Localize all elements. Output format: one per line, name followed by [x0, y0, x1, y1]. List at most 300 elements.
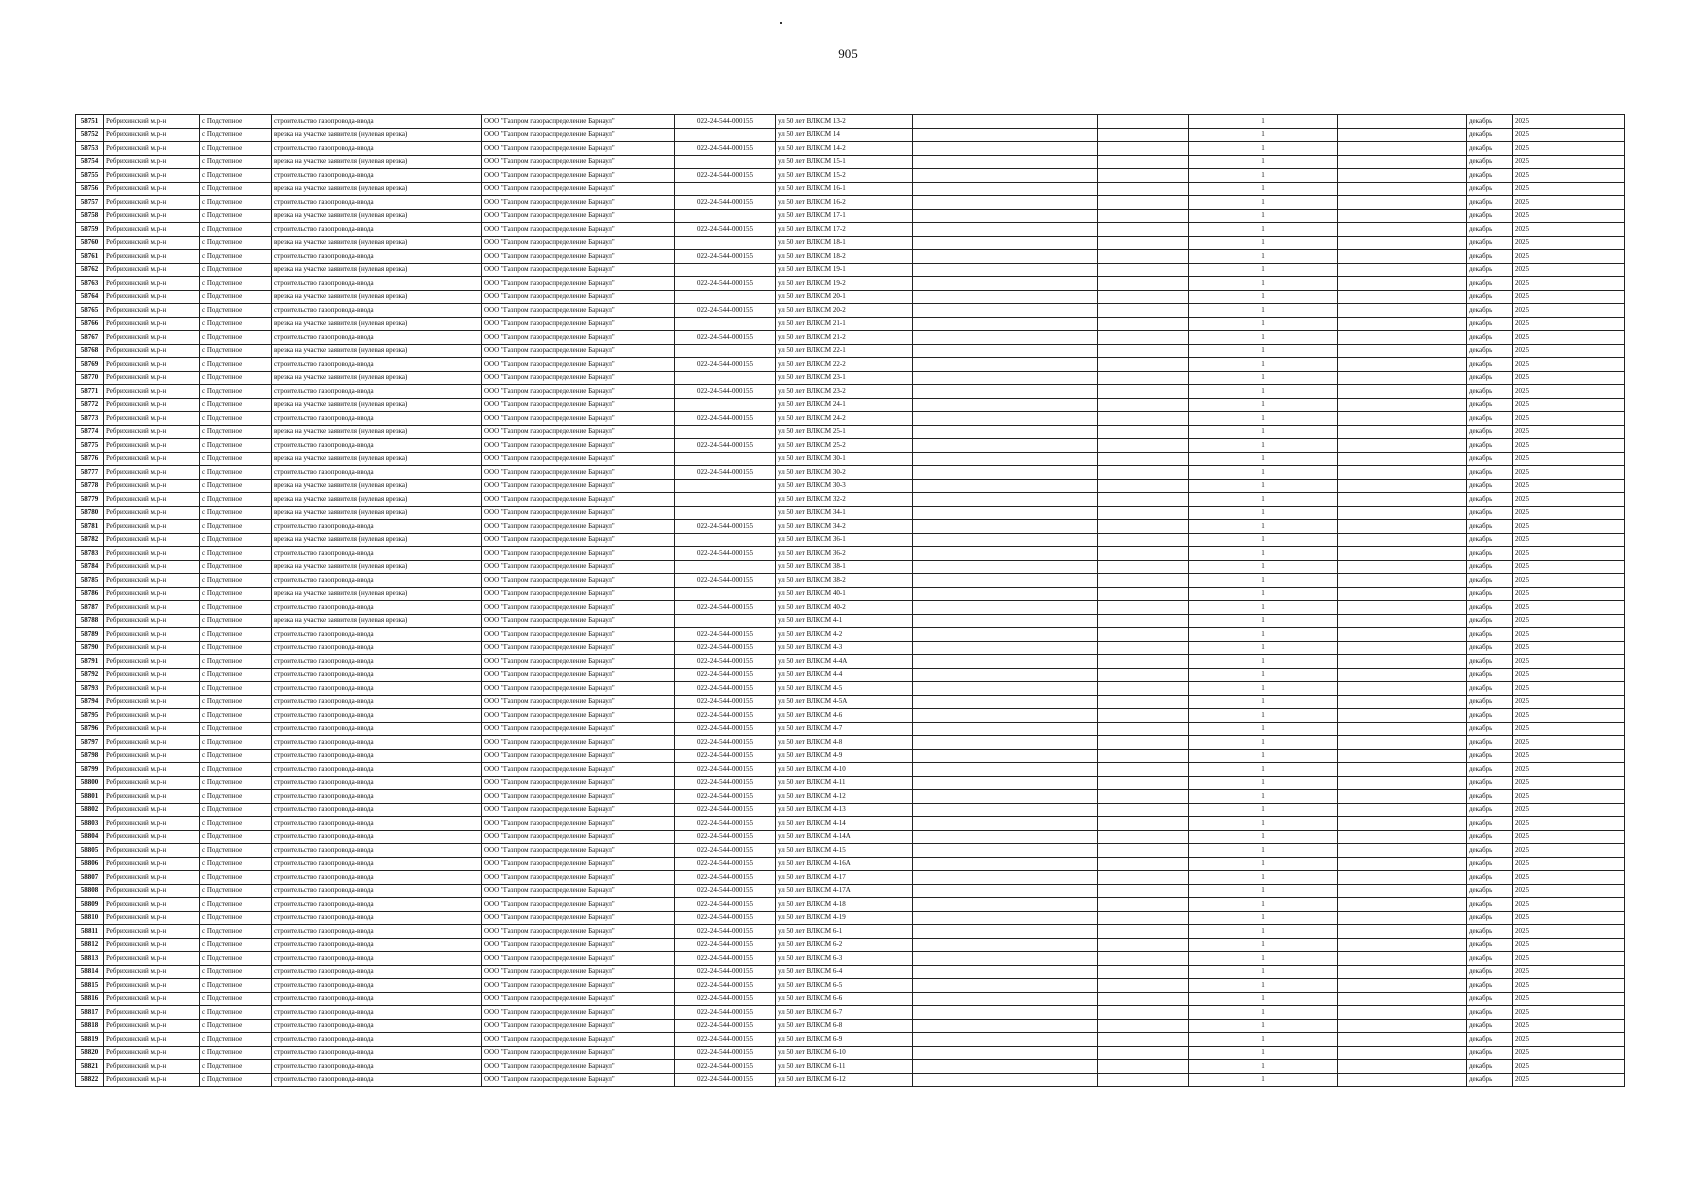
- record-number: 58816: [76, 992, 104, 1006]
- record-number: 58772: [76, 398, 104, 412]
- empty-cell: [913, 749, 1098, 763]
- quantity: 1: [1189, 493, 1338, 507]
- address: ул 50 лет ВЛКСМ 4-4: [776, 668, 913, 682]
- registry-number: 022-24-544-000155: [675, 749, 776, 763]
- work-type: строительство газопровода-ввода: [272, 277, 482, 291]
- table-row: [76, 709, 1625, 723]
- record-number: 58809: [76, 898, 104, 912]
- district: Ребрихинский м.р-н: [104, 317, 200, 331]
- registry-number: [675, 398, 776, 412]
- table-row: [76, 169, 1625, 183]
- work-type: строительство газопровода-ввода: [272, 844, 482, 858]
- empty-cell: [1338, 763, 1467, 777]
- quantity: 1: [1189, 263, 1338, 277]
- empty-cell: [913, 601, 1098, 615]
- district: Ребрихинский м.р-н: [104, 250, 200, 264]
- quantity: 1: [1189, 641, 1338, 655]
- year: 2025: [1513, 263, 1625, 277]
- year: 2025: [1513, 844, 1625, 858]
- registry-number: 022-24-544-000155: [675, 1033, 776, 1047]
- organization: ООО "Газпром газораспределение Барнаул": [482, 911, 675, 925]
- organization: ООО "Газпром газораспределение Барнаул": [482, 655, 675, 669]
- record-number: 58764: [76, 290, 104, 304]
- empty-cell: [1098, 263, 1189, 277]
- month: декабрь: [1467, 641, 1513, 655]
- registry-number: 022-24-544-000155: [675, 574, 776, 588]
- empty-cell: [1338, 520, 1467, 534]
- address: ул 50 лет ВЛКСМ 20-1: [776, 290, 913, 304]
- empty-cell: [1098, 776, 1189, 790]
- registry-number: 022-24-544-000155: [675, 925, 776, 939]
- settlement: с Подстепное: [200, 331, 272, 345]
- address: ул 50 лет ВЛКСМ 25-1: [776, 425, 913, 439]
- address: ул 50 лет ВЛКСМ 4-5А: [776, 695, 913, 709]
- month: декабрь: [1467, 115, 1513, 129]
- empty-cell: [913, 115, 1098, 129]
- month: декабрь: [1467, 992, 1513, 1006]
- month: декабрь: [1467, 412, 1513, 426]
- settlement: с Подстепное: [200, 182, 272, 196]
- table-row: [76, 304, 1625, 318]
- record-number: 58795: [76, 709, 104, 723]
- settlement: с Подстепное: [200, 965, 272, 979]
- quantity: 1: [1189, 803, 1338, 817]
- organization: ООО "Газпром газораспределение Барнаул": [482, 169, 675, 183]
- empty-cell: [1098, 533, 1189, 547]
- address: ул 50 лет ВЛКСМ 17-2: [776, 223, 913, 237]
- record-number: 58797: [76, 736, 104, 750]
- quantity: 1: [1189, 884, 1338, 898]
- month: декабрь: [1467, 844, 1513, 858]
- district: Ребрихинский м.р-н: [104, 655, 200, 669]
- month: декабрь: [1467, 398, 1513, 412]
- quantity: 1: [1189, 385, 1338, 399]
- empty-cell: [1098, 1060, 1189, 1074]
- empty-cell: [1098, 169, 1189, 183]
- organization: ООО "Газпром газораспределение Барнаул": [482, 601, 675, 615]
- year: 2025: [1513, 1046, 1625, 1060]
- work-type: строительство газопровода-ввода: [272, 1033, 482, 1047]
- district: Ребрихинский м.р-н: [104, 601, 200, 615]
- work-type: врезка на участке заявителя (нулевая врезка): [272, 236, 482, 250]
- table-row: [76, 992, 1625, 1006]
- settlement: с Подстепное: [200, 128, 272, 142]
- quantity: 1: [1189, 857, 1338, 871]
- address: ул 50 лет ВЛКСМ 36-2: [776, 547, 913, 561]
- organization: ООО "Газпром газораспределение Барнаул": [482, 304, 675, 318]
- address: ул 50 лет ВЛКСМ 6-2: [776, 938, 913, 952]
- empty-cell: [913, 169, 1098, 183]
- empty-cell: [1338, 736, 1467, 750]
- settlement: с Подстепное: [200, 1046, 272, 1060]
- empty-cell: [1338, 925, 1467, 939]
- settlement: с Подстепное: [200, 398, 272, 412]
- empty-cell: [913, 331, 1098, 345]
- empty-cell: [1098, 709, 1189, 723]
- empty-cell: [1098, 641, 1189, 655]
- table-row: [76, 871, 1625, 885]
- empty-cell: [913, 182, 1098, 196]
- empty-cell: [913, 425, 1098, 439]
- table-row: [76, 223, 1625, 237]
- quantity: 1: [1189, 533, 1338, 547]
- table-row: [76, 371, 1625, 385]
- work-type: строительство газопровода-ввода: [272, 722, 482, 736]
- month: декабрь: [1467, 830, 1513, 844]
- work-type: строительство газопровода-ввода: [272, 857, 482, 871]
- record-number: 58779: [76, 493, 104, 507]
- registry-number: 022-24-544-000155: [675, 682, 776, 696]
- work-type: строительство газопровода-ввода: [272, 641, 482, 655]
- district: Ребрихинский м.р-н: [104, 911, 200, 925]
- table-row: [76, 236, 1625, 250]
- quantity: 1: [1189, 142, 1338, 156]
- table-row: [76, 641, 1625, 655]
- settlement: с Подстепное: [200, 520, 272, 534]
- table-row: [76, 425, 1625, 439]
- year: 2025: [1513, 439, 1625, 453]
- address: ул 50 лет ВЛКСМ 4-5: [776, 682, 913, 696]
- table-row: [76, 1019, 1625, 1033]
- month: декабрь: [1467, 236, 1513, 250]
- month: декабрь: [1467, 979, 1513, 993]
- quantity: 1: [1189, 938, 1338, 952]
- registry-number: [675, 533, 776, 547]
- record-number: 58782: [76, 533, 104, 547]
- month: декабрь: [1467, 884, 1513, 898]
- organization: ООО "Газпром газораспределение Барнаул": [482, 844, 675, 858]
- month: декабрь: [1467, 709, 1513, 723]
- month: декабрь: [1467, 1060, 1513, 1074]
- table-row: [76, 358, 1625, 372]
- district: Ребрихинский м.р-н: [104, 830, 200, 844]
- district: Ребрихинский м.р-н: [104, 898, 200, 912]
- settlement: с Подстепное: [200, 749, 272, 763]
- work-type: строительство газопровода-ввода: [272, 331, 482, 345]
- table-row: [76, 506, 1625, 520]
- year: 2025: [1513, 695, 1625, 709]
- table-row: [76, 317, 1625, 331]
- address: ул 50 лет ВЛКСМ 6-8: [776, 1019, 913, 1033]
- registry-number: [675, 128, 776, 142]
- empty-cell: [1338, 1073, 1467, 1087]
- year: 2025: [1513, 533, 1625, 547]
- year: 2025: [1513, 142, 1625, 156]
- record-number: 58771: [76, 385, 104, 399]
- district: Ребрихинский м.р-н: [104, 196, 200, 210]
- organization: ООО "Газпром газораспределение Барнаул": [482, 412, 675, 426]
- empty-cell: [1338, 506, 1467, 520]
- district: Ребрихинский м.р-н: [104, 533, 200, 547]
- empty-cell: [1098, 520, 1189, 534]
- table-row: [76, 628, 1625, 642]
- registry-number: 022-24-544-000155: [675, 871, 776, 885]
- organization: ООО "Газпром газораспределение Барнаул": [482, 682, 675, 696]
- year: 2025: [1513, 223, 1625, 237]
- year: 2025: [1513, 290, 1625, 304]
- organization: ООО "Газпром газораспределение Барнаул": [482, 830, 675, 844]
- empty-cell: [1338, 169, 1467, 183]
- year: 2025: [1513, 803, 1625, 817]
- table-row: [76, 277, 1625, 291]
- registry-number: 022-24-544-000155: [675, 898, 776, 912]
- district: Ребрихинский м.р-н: [104, 749, 200, 763]
- table-row: [76, 493, 1625, 507]
- registry-number: 022-24-544-000155: [675, 358, 776, 372]
- registry-number: 022-24-544-000155: [675, 466, 776, 480]
- organization: ООО "Газпром газораспределение Барнаул": [482, 871, 675, 885]
- record-number: 58759: [76, 223, 104, 237]
- month: декабрь: [1467, 1033, 1513, 1047]
- address: ул 50 лет ВЛКСМ 36-1: [776, 533, 913, 547]
- registry-number: 022-24-544-000155: [675, 722, 776, 736]
- table-row: [76, 884, 1625, 898]
- year: 2025: [1513, 547, 1625, 561]
- district: Ребрихинский м.р-н: [104, 263, 200, 277]
- empty-cell: [1338, 952, 1467, 966]
- address: ул 50 лет ВЛКСМ 4-17А: [776, 884, 913, 898]
- organization: ООО "Газпром газораспределение Барнаул": [482, 452, 675, 466]
- registry-number: 022-24-544-000155: [675, 547, 776, 561]
- year: 2025: [1513, 1006, 1625, 1020]
- organization: ООО "Газпром газораспределение Барнаул": [482, 263, 675, 277]
- address: ул 50 лет ВЛКСМ 4-11: [776, 776, 913, 790]
- work-type: строительство газопровода-ввода: [272, 223, 482, 237]
- address: ул 50 лет ВЛКСМ 6-4: [776, 965, 913, 979]
- organization: ООО "Газпром газораспределение Барнаул": [482, 898, 675, 912]
- table-row: [76, 965, 1625, 979]
- year: 2025: [1513, 601, 1625, 615]
- work-type: врезка на участке заявителя (нулевая врезка): [272, 371, 482, 385]
- record-number: 58762: [76, 263, 104, 277]
- record-number: 58778: [76, 479, 104, 493]
- district: Ребрихинский м.р-н: [104, 1006, 200, 1020]
- address: ул 50 лет ВЛКСМ 4-19: [776, 911, 913, 925]
- settlement: с Подстепное: [200, 209, 272, 223]
- year: 2025: [1513, 817, 1625, 831]
- quantity: 1: [1189, 925, 1338, 939]
- address: ул 50 лет ВЛКСМ 30-1: [776, 452, 913, 466]
- settlement: с Подстепное: [200, 115, 272, 129]
- registry-number: [675, 209, 776, 223]
- empty-cell: [1098, 398, 1189, 412]
- settlement: с Подстепное: [200, 938, 272, 952]
- empty-cell: [913, 493, 1098, 507]
- registry-number: [675, 506, 776, 520]
- registry-number: 022-24-544-000155: [675, 830, 776, 844]
- year: 2025: [1513, 884, 1625, 898]
- month: декабрь: [1467, 587, 1513, 601]
- quantity: 1: [1189, 412, 1338, 426]
- address: ул 50 лет ВЛКСМ 16-1: [776, 182, 913, 196]
- empty-cell: [1338, 263, 1467, 277]
- organization: ООО "Газпром газораспределение Барнаул": [482, 992, 675, 1006]
- record-number: 58769: [76, 358, 104, 372]
- empty-cell: [913, 682, 1098, 696]
- record-number: 58794: [76, 695, 104, 709]
- address: ул 50 лет ВЛКСМ 18-1: [776, 236, 913, 250]
- organization: ООО "Газпром газораспределение Барнаул": [482, 209, 675, 223]
- district: Ребрихинский м.р-н: [104, 803, 200, 817]
- organization: ООО "Газпром газораспределение Барнаул": [482, 857, 675, 871]
- empty-cell: [1098, 952, 1189, 966]
- quantity: 1: [1189, 344, 1338, 358]
- record-number: 58780: [76, 506, 104, 520]
- record-number: 58785: [76, 574, 104, 588]
- district: Ребрихинский м.р-н: [104, 925, 200, 939]
- year: 2025: [1513, 1060, 1625, 1074]
- district: Ребрихинский м.р-н: [104, 1060, 200, 1074]
- year: 2025: [1513, 736, 1625, 750]
- registry-number: 022-24-544-000155: [675, 1060, 776, 1074]
- organization: ООО "Газпром газораспределение Барнаул": [482, 965, 675, 979]
- settlement: с Подстепное: [200, 655, 272, 669]
- settlement: с Подстепное: [200, 601, 272, 615]
- organization: ООО "Газпром газораспределение Барнаул": [482, 128, 675, 142]
- address: ул 50 лет ВЛКСМ 6-10: [776, 1046, 913, 1060]
- month: декабрь: [1467, 790, 1513, 804]
- work-type: строительство газопровода-ввода: [272, 1046, 482, 1060]
- district: Ребрихинский м.р-н: [104, 466, 200, 480]
- empty-cell: [913, 520, 1098, 534]
- settlement: с Подстепное: [200, 547, 272, 561]
- work-type: врезка на участке заявителя (нулевая врезка): [272, 263, 482, 277]
- empty-cell: [1338, 1019, 1467, 1033]
- record-number: 58790: [76, 641, 104, 655]
- record-number: 58768: [76, 344, 104, 358]
- organization: ООО "Газпром газораспределение Барнаул": [482, 533, 675, 547]
- record-number: 58807: [76, 871, 104, 885]
- month: декабрь: [1467, 1019, 1513, 1033]
- district: Ребрихинский м.р-н: [104, 587, 200, 601]
- district: Ребрихинский м.р-н: [104, 169, 200, 183]
- empty-cell: [1338, 236, 1467, 250]
- district: Ребрихинский м.р-н: [104, 668, 200, 682]
- year: 2025: [1513, 925, 1625, 939]
- organization: ООО "Газпром газораспределение Барнаул": [482, 547, 675, 561]
- quantity: 1: [1189, 682, 1338, 696]
- empty-cell: [1098, 668, 1189, 682]
- settlement: с Подстепное: [200, 857, 272, 871]
- organization: ООО "Газпром газораспределение Барнаул": [482, 763, 675, 777]
- organization: ООО "Газпром газораспределение Барнаул": [482, 641, 675, 655]
- district: Ребрихинский м.р-н: [104, 614, 200, 628]
- year: 2025: [1513, 196, 1625, 210]
- month: декабрь: [1467, 560, 1513, 574]
- work-type: строительство газопровода-ввода: [272, 803, 482, 817]
- empty-cell: [1098, 466, 1189, 480]
- district: Ребрихинский м.р-н: [104, 371, 200, 385]
- registry-number: [675, 371, 776, 385]
- address: ул 50 лет ВЛКСМ 4-14А: [776, 830, 913, 844]
- organization: ООО "Газпром газораспределение Барнаул": [482, 979, 675, 993]
- quantity: 1: [1189, 439, 1338, 453]
- record-number: 58801: [76, 790, 104, 804]
- quantity: 1: [1189, 911, 1338, 925]
- address: ул 50 лет ВЛКСМ 6-12: [776, 1073, 913, 1087]
- record-number: 58808: [76, 884, 104, 898]
- address: ул 50 лет ВЛКСМ 4-7: [776, 722, 913, 736]
- month: декабрь: [1467, 574, 1513, 588]
- district: Ребрихинский м.р-н: [104, 277, 200, 291]
- quantity: 1: [1189, 871, 1338, 885]
- registry-number: 022-24-544-000155: [675, 601, 776, 615]
- empty-cell: [1338, 628, 1467, 642]
- empty-cell: [1338, 803, 1467, 817]
- month: декабрь: [1467, 547, 1513, 561]
- empty-cell: [913, 641, 1098, 655]
- empty-cell: [1338, 182, 1467, 196]
- registry-number: [675, 317, 776, 331]
- quantity: 1: [1189, 709, 1338, 723]
- registry-number: 022-24-544-000155: [675, 938, 776, 952]
- settlement: с Подстепное: [200, 493, 272, 507]
- organization: ООО "Газпром газораспределение Барнаул": [482, 722, 675, 736]
- district: Ребрихинский м.р-н: [104, 398, 200, 412]
- quantity: 1: [1189, 614, 1338, 628]
- year: 2025: [1513, 344, 1625, 358]
- empty-cell: [1338, 614, 1467, 628]
- record-number: 58786: [76, 587, 104, 601]
- table-row: [76, 439, 1625, 453]
- empty-cell: [1338, 385, 1467, 399]
- settlement: с Подстепное: [200, 884, 272, 898]
- table-row: [76, 668, 1625, 682]
- organization: ООО "Газпром газораспределение Барнаул": [482, 776, 675, 790]
- organization: ООО "Газпром газораспределение Барнаул": [482, 344, 675, 358]
- registry-number: [675, 155, 776, 169]
- empty-cell: [913, 614, 1098, 628]
- table-row: [76, 560, 1625, 574]
- settlement: с Подстепное: [200, 142, 272, 156]
- year: 2025: [1513, 992, 1625, 1006]
- quantity: 1: [1189, 290, 1338, 304]
- table-row: [76, 682, 1625, 696]
- empty-cell: [1098, 560, 1189, 574]
- quantity: 1: [1189, 277, 1338, 291]
- month: декабрь: [1467, 439, 1513, 453]
- empty-cell: [913, 857, 1098, 871]
- registry-number: 022-24-544-000155: [675, 790, 776, 804]
- empty-cell: [1098, 1006, 1189, 1020]
- quantity: 1: [1189, 587, 1338, 601]
- empty-cell: [1338, 1060, 1467, 1074]
- month: декабрь: [1467, 466, 1513, 480]
- work-type: врезка на участке заявителя (нулевая врезка): [272, 344, 482, 358]
- record-number: 58822: [76, 1073, 104, 1087]
- empty-cell: [1098, 979, 1189, 993]
- year: 2025: [1513, 614, 1625, 628]
- empty-cell: [1338, 749, 1467, 763]
- empty-cell: [913, 506, 1098, 520]
- month: декабрь: [1467, 857, 1513, 871]
- empty-cell: [913, 412, 1098, 426]
- empty-cell: [1098, 898, 1189, 912]
- empty-cell: [1098, 317, 1189, 331]
- month: декабрь: [1467, 952, 1513, 966]
- organization: ООО "Газпром газораспределение Барнаул": [482, 695, 675, 709]
- year: 2025: [1513, 790, 1625, 804]
- empty-cell: [1098, 601, 1189, 615]
- empty-cell: [1338, 560, 1467, 574]
- district: Ребрихинский м.р-н: [104, 358, 200, 372]
- record-number: 58756: [76, 182, 104, 196]
- address: ул 50 лет ВЛКСМ 34-2: [776, 520, 913, 534]
- empty-cell: [1338, 466, 1467, 480]
- empty-cell: [913, 250, 1098, 264]
- empty-cell: [1338, 155, 1467, 169]
- quantity: 1: [1189, 817, 1338, 831]
